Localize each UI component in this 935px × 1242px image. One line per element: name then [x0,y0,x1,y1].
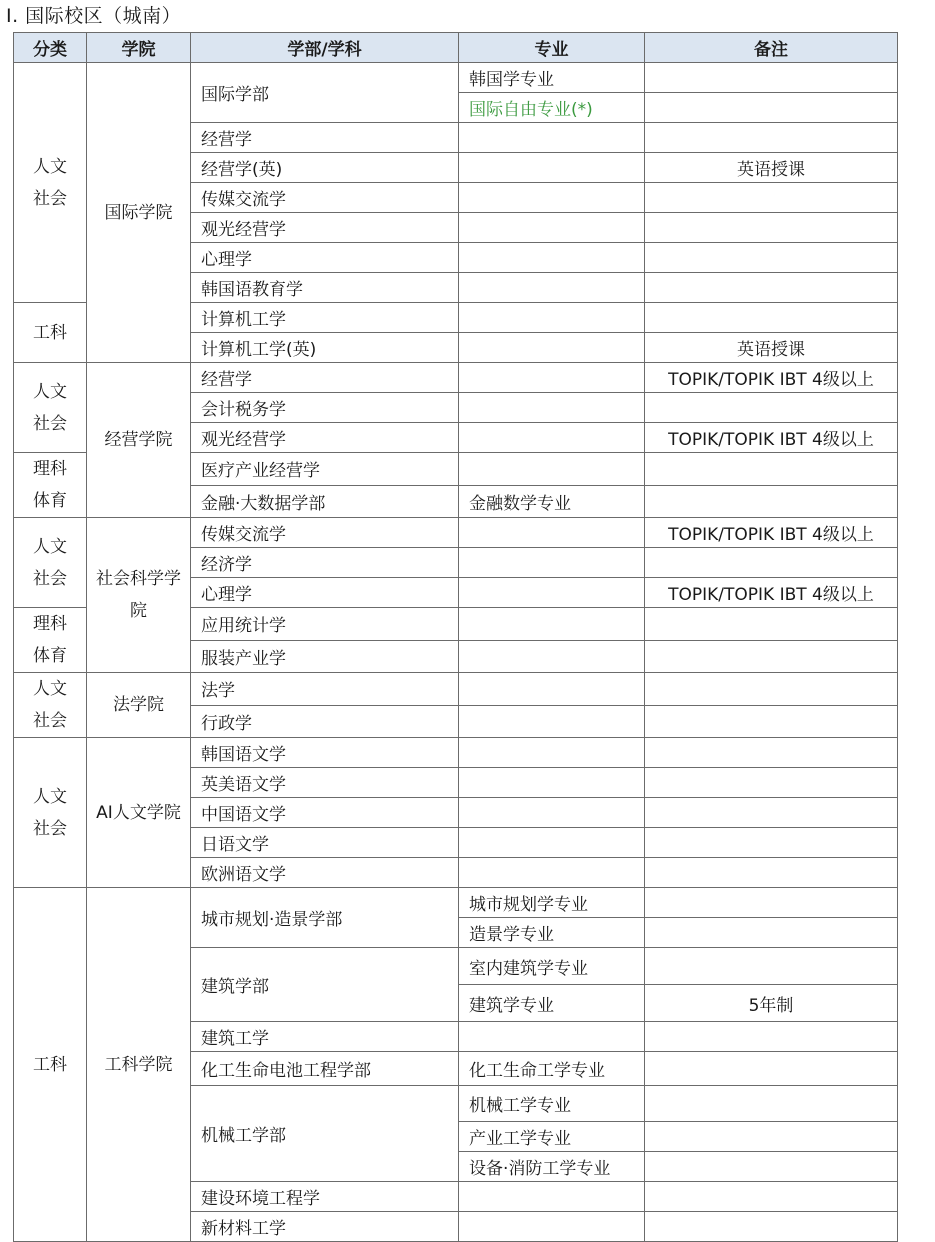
note-cell [645,768,898,798]
note-cell [645,93,898,123]
note-cell: 英语授课 [645,333,898,363]
header-department: 学部/学科 [191,33,459,63]
major-cell: 机械工学专业 [459,1086,645,1122]
note-cell: 英语授课 [645,153,898,183]
note-cell [645,1122,898,1152]
category-cell: 人文社会 [14,363,87,453]
department-cell: 观光经营学 [191,423,459,453]
department-cell: 心理学 [191,578,459,608]
note-cell: TOPIK/TOPIK IBT 4级以上 [645,363,898,393]
major-cell [459,183,645,213]
department-cell: 国际学部 [191,63,459,123]
department-cell: 中国语文学 [191,798,459,828]
major-cell [459,518,645,548]
major-cell: 化工生命工学专业 [459,1052,645,1086]
category-cell: 工科 [14,888,87,1242]
major-cell [459,1022,645,1052]
department-cell: 心理学 [191,243,459,273]
major-cell: 韩国学专业 [459,63,645,93]
department-cell: 建筑工学 [191,1022,459,1052]
department-cell: 欧洲语文学 [191,858,459,888]
category-cell: 理科体育 [14,453,87,518]
note-cell [645,640,898,673]
major-cell [459,768,645,798]
major-cell: 国际自由专业(*) [459,93,645,123]
college-cell: 经营学院 [87,363,191,518]
header-category: 分类 [14,33,87,63]
category-cell: 人文社会 [14,738,87,888]
college-cell: AI人文学院 [87,738,191,888]
major-cell [459,858,645,888]
major-cell: 建筑学专业 [459,985,645,1022]
department-cell: 韩国语教育学 [191,273,459,303]
department-cell: 经营学 [191,123,459,153]
department-cell: 英美语文学 [191,768,459,798]
department-cell: 日语文学 [191,828,459,858]
category-cell: 工科 [14,303,87,363]
major-cell: 室内建筑学专业 [459,948,645,985]
table-row [14,63,898,93]
department-cell: 韩国语文学 [191,738,459,768]
major-cell [459,213,645,243]
major-cell [459,798,645,828]
note-cell [645,948,898,985]
major-cell [459,738,645,768]
note-cell [645,1182,898,1212]
major-cell: 设备·消防工学专业 [459,1152,645,1182]
major-cell [459,578,645,608]
department-cell: 建筑学部 [191,948,459,1022]
note-cell [645,213,898,243]
department-cell: 传媒交流学 [191,518,459,548]
note-cell [645,1052,898,1086]
table-header-row [14,33,898,63]
note-cell [645,673,898,706]
department-cell: 计算机工学 [191,303,459,333]
major-cell [459,303,645,333]
major-cell: 造景学专业 [459,918,645,948]
header-note: 备注 [645,33,898,63]
department-cell: 应用统计学 [191,608,459,641]
note-cell [645,393,898,423]
department-cell: 会计税务学 [191,393,459,423]
major-cell [459,453,645,486]
major-cell [459,1212,645,1242]
department-cell: 新材料工学 [191,1212,459,1242]
department-cell: 城市规划·造景学部 [191,888,459,948]
category-cell: 人文社会 [14,518,87,608]
table-row [14,888,898,918]
major-cell [459,640,645,673]
note-cell: TOPIK/TOPIK IBT 4级以上 [645,423,898,453]
note-cell: TOPIK/TOPIK IBT 4级以上 [645,578,898,608]
department-cell: 化工生命电池工程学部 [191,1052,459,1086]
note-cell [645,123,898,153]
note-cell: 5年制 [645,985,898,1022]
college-cell: 国际学院 [87,63,191,363]
college-cell: 工科学院 [87,888,191,1242]
major-cell [459,123,645,153]
college-cell: 社会科学学院 [87,518,191,673]
header-major: 专业 [459,33,645,63]
category-cell: 人文社会 [14,673,87,738]
major-cell [459,423,645,453]
major-cell [459,673,645,706]
college-cell: 法学院 [87,673,191,738]
note-cell [645,183,898,213]
major-cell [459,273,645,303]
header-college: 学院 [87,33,191,63]
note-cell [645,798,898,828]
note-cell [645,485,898,518]
major-table [13,32,898,1242]
category-cell: 人文社会 [14,63,87,303]
department-cell: 法学 [191,673,459,706]
department-cell: 计算机工学(英) [191,333,459,363]
major-cell [459,153,645,183]
major-cell [459,548,645,578]
major-cell [459,1182,645,1212]
note-cell [645,303,898,333]
note-cell [645,1022,898,1052]
major-cell [459,243,645,273]
note-cell [645,858,898,888]
note-cell [645,1152,898,1182]
major-cell [459,393,645,423]
major-cell: 产业工学专业 [459,1122,645,1152]
note-cell [645,243,898,273]
category-cell: 理科体育 [14,608,87,673]
note-cell [645,608,898,641]
major-cell [459,363,645,393]
major-cell [459,705,645,738]
table-row [14,673,898,706]
major-cell: 城市规划学专业 [459,888,645,918]
note-cell [645,1212,898,1242]
table-row [14,363,898,393]
note-cell: TOPIK/TOPIK IBT 4级以上 [645,518,898,548]
major-cell [459,608,645,641]
department-cell: 经济学 [191,548,459,578]
department-cell: 金融·大数据学部 [191,485,459,518]
note-cell [645,1086,898,1122]
department-cell: 医疗产业经营学 [191,453,459,486]
department-cell: 观光经营学 [191,213,459,243]
department-cell: 机械工学部 [191,1086,459,1182]
major-cell: 金融数学专业 [459,485,645,518]
department-cell: 传媒交流学 [191,183,459,213]
department-cell: 建设环境工程学 [191,1182,459,1212]
page-heading: Ⅰ. 国际校区（城南） [6,5,182,27]
table-row [14,518,898,548]
table-row [14,738,898,768]
note-cell [645,705,898,738]
department-cell: 经营学(英) [191,153,459,183]
note-cell [645,548,898,578]
major-cell [459,333,645,363]
department-cell: 经营学 [191,363,459,393]
note-cell [645,63,898,93]
note-cell [645,273,898,303]
note-cell [645,453,898,486]
note-cell [645,738,898,768]
major-cell [459,828,645,858]
department-cell: 行政学 [191,705,459,738]
note-cell [645,918,898,948]
note-cell [645,888,898,918]
note-cell [645,828,898,858]
department-cell: 服装产业学 [191,640,459,673]
